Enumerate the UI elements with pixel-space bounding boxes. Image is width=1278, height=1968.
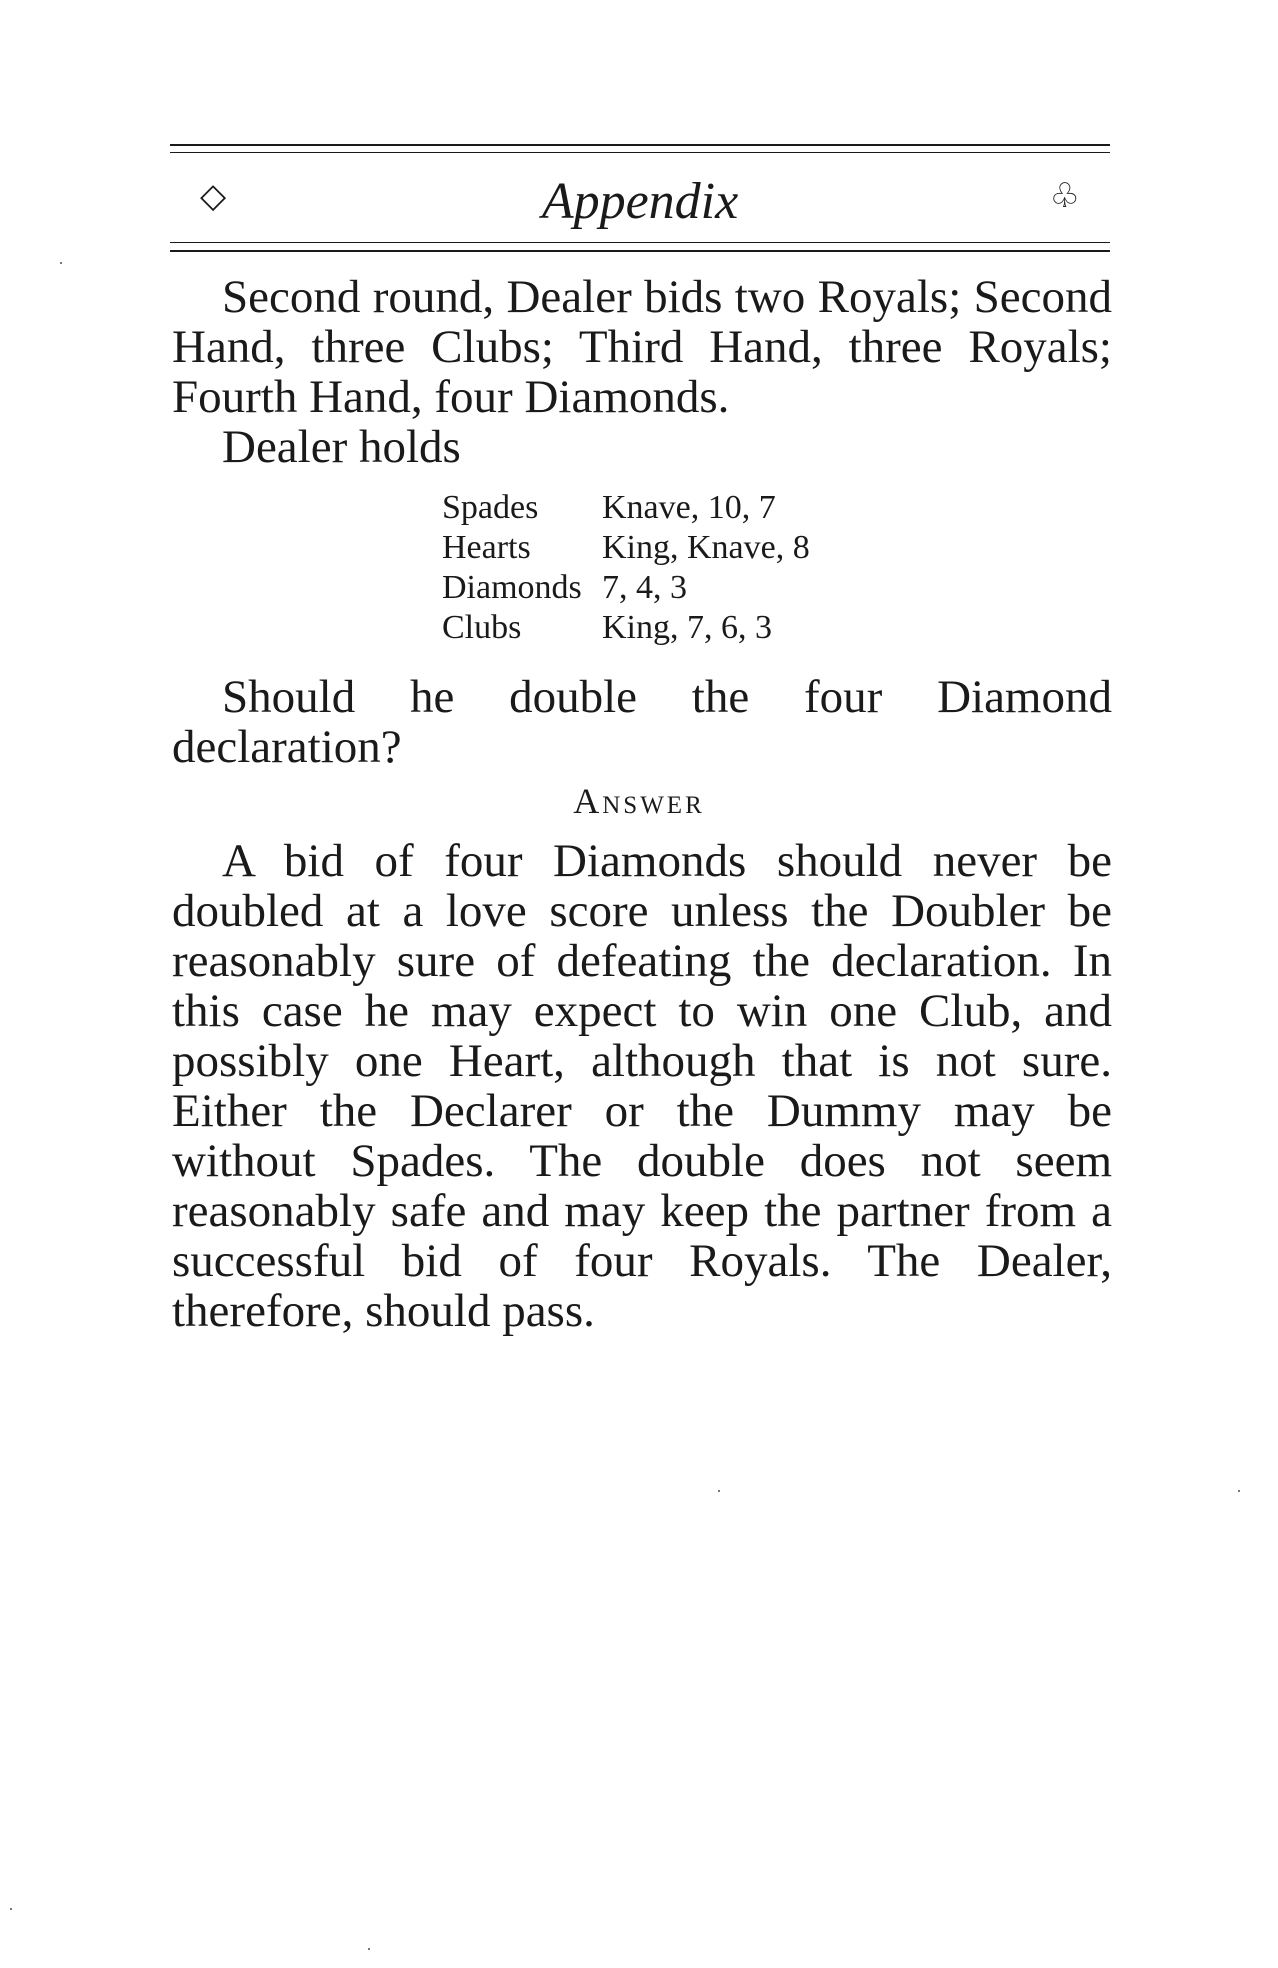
running-header	[170, 172, 1110, 232]
paper-speck	[10, 1908, 12, 1910]
paper-speck	[60, 262, 62, 264]
suit-label: Hearts	[442, 529, 531, 566]
hand-row-hearts	[442, 528, 810, 568]
header-rule-top-thin	[170, 152, 1110, 153]
diamond-icon: ◇	[200, 176, 227, 216]
paper-speck	[1238, 1490, 1240, 1492]
suit-label: Spades	[442, 489, 539, 526]
hand-row-spades	[442, 488, 810, 528]
card-list: Knave, 10, 7	[602, 489, 776, 526]
card-list: King, Knave, 8	[602, 529, 810, 566]
hand-row-diamonds	[442, 568, 810, 608]
paper-speck	[368, 1948, 370, 1950]
suit-label: Clubs	[442, 609, 522, 646]
card-list: King, 7, 6, 3	[602, 609, 772, 646]
question-paragraph: Should he double the four Diamond declaration?	[172, 671, 1112, 773]
dealer-hand	[442, 488, 810, 648]
intro-paragraph: Second round, Dealer bids two Royals; Second Hand, three Clubs; Third Hand, three Royals; Fourth Hand, four Diamonds.	[172, 271, 1112, 423]
hand-row-clubs	[442, 608, 810, 648]
answer-paragraph: A bid of four Diamonds should never be doubled at a love score unless the Doubler be reasonably sure of defeating the declaration. In this case he may expect to win one Club, and possibly one Heart, although that is not sure. Either the Declarer or the Dummy may be without Spades. The double does not seem reasonably safe and may keep the partner from a successful bid of four Royals. The Dealer, therefore, should pass.	[172, 835, 1112, 1337]
page-title: Appendix	[541, 173, 739, 230]
suit-label: Diamonds	[442, 569, 582, 606]
dealer-holds-line: Dealer holds	[222, 421, 461, 473]
header-rule-bottom-thick	[170, 250, 1110, 252]
answer-heading: Answer	[573, 781, 705, 821]
paper-speck	[718, 1490, 720, 1492]
header-rule-top	[170, 144, 1110, 146]
header-rule-bottom	[170, 242, 1110, 243]
club-icon: ♧	[1049, 176, 1080, 216]
card-list: 7, 4, 3	[602, 569, 687, 606]
